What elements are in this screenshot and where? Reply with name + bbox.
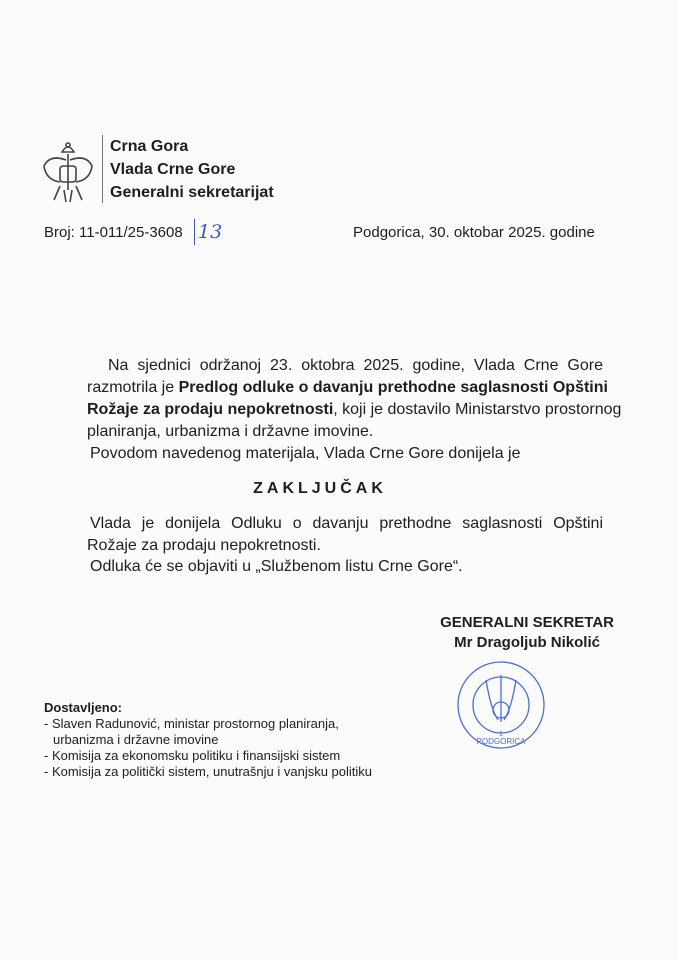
decision-title: Predlog odluke o davanju prethodne saglasnosti Opštini bbox=[178, 379, 608, 396]
signatory-name: Mr Dragoljub Nikolić bbox=[454, 634, 600, 651]
body-line: Odluka će se objaviti u „Službenom listu Crne Gore“. bbox=[90, 558, 463, 575]
body-line bbox=[87, 401, 622, 419]
svg-text:1: 1 bbox=[499, 731, 503, 738]
body-line bbox=[87, 379, 608, 397]
distribution-item: - Komisija za politički sistem, unutrašnju i vanjsku politiku bbox=[44, 764, 373, 779]
distribution-item: - Komisija za ekonomsku politiku i finansijski sistem bbox=[44, 748, 341, 763]
coat-of-arms-icon bbox=[40, 140, 96, 206]
official-stamp bbox=[456, 660, 546, 750]
place-date: Podgorica, 30. oktobar 2025. godine bbox=[353, 224, 595, 241]
distribution-item: urbanizma i državne imovine bbox=[53, 732, 219, 747]
body-line: Vlada je donijela Odluku o davanju prethodne saglasnosti Opštini bbox=[90, 515, 603, 532]
handwritten-number: 13 bbox=[198, 221, 223, 243]
body-text: razmotrila je bbox=[87, 379, 179, 396]
header-department: Generalni sekretarijat bbox=[110, 184, 274, 201]
conclusion-heading: ZAKLJUČAK bbox=[253, 480, 387, 497]
header-divider bbox=[102, 135, 103, 203]
handwritten-mark bbox=[194, 219, 195, 245]
signatory-title: GENERALNI SEKRETAR bbox=[440, 614, 614, 631]
body-line: Rožaje za prodaju nepokretnosti. bbox=[87, 537, 321, 554]
body-line: planiranja, urbanizma i državne imovine. bbox=[87, 423, 374, 440]
body-line: Na sjednici održanoj 23. oktobra 2025. godine, Vlada Crne Gore bbox=[108, 357, 603, 374]
distribution-label: Dostavljeno: bbox=[44, 700, 123, 715]
body-line: Povodom navedenog materijala, Vlada Crne Gore donijela je bbox=[90, 445, 521, 462]
reference-number: Broj: 11-011/25-3608 bbox=[44, 224, 183, 241]
svg-text:PODGORICA: PODGORICA bbox=[476, 737, 526, 746]
header-government: Vlada Crne Gore bbox=[110, 161, 236, 178]
header-country: Crna Gora bbox=[110, 138, 189, 155]
body-text: , koji je dostavilo Ministarstvo prostornog bbox=[333, 401, 622, 418]
decision-title: Rožaje za prodaju nepokretnosti bbox=[87, 401, 334, 418]
distribution-item: - Slaven Radunović, ministar prostornog planiranja, bbox=[44, 716, 339, 731]
